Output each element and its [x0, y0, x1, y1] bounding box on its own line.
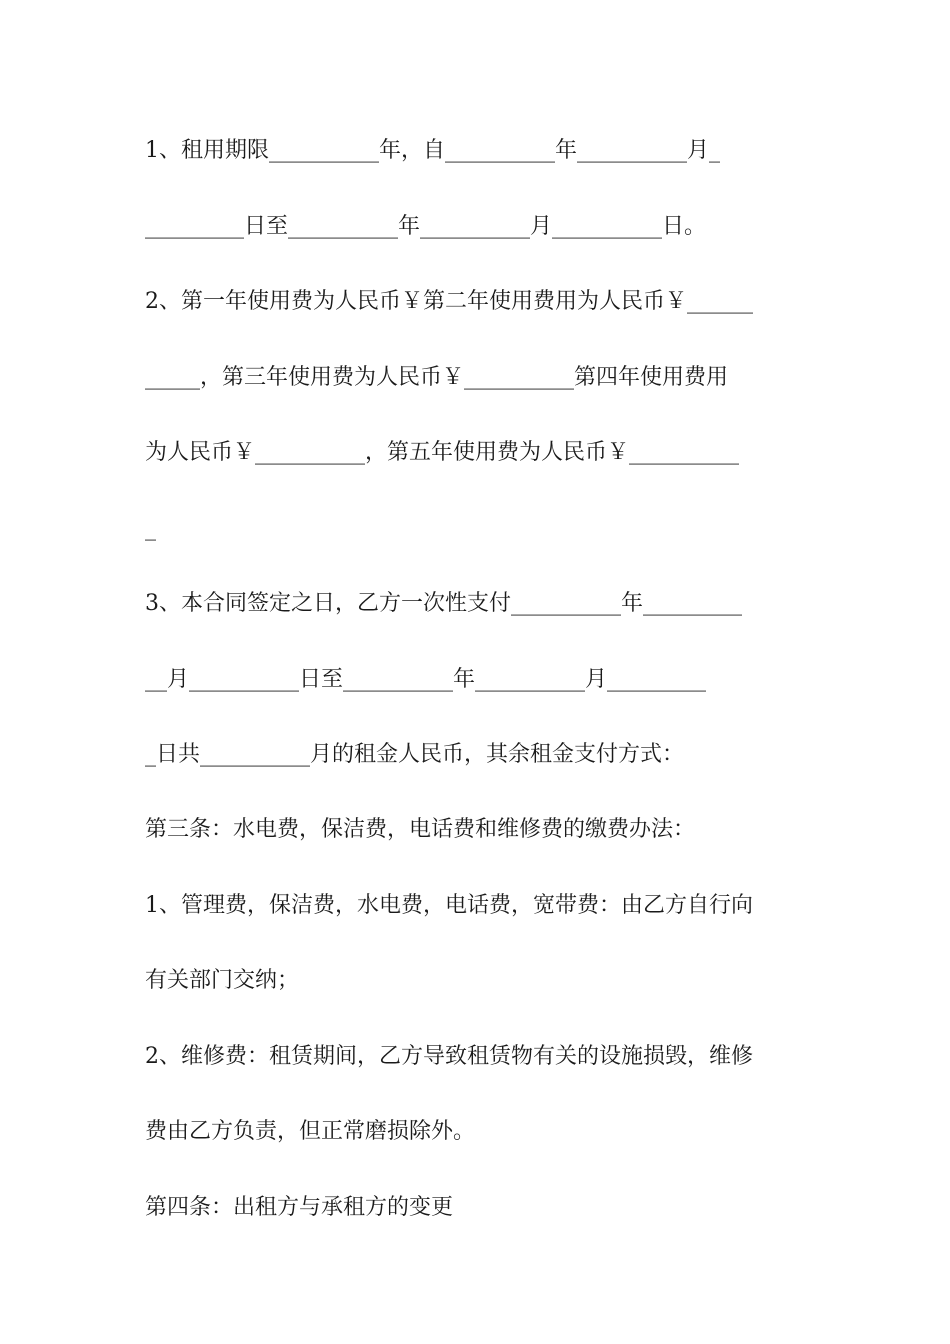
text-line-payment-method: _日共__________月的租金人民币，其余租金支付方式：: [145, 742, 685, 767]
text-line-fee-year-1-2: 2、第一年使用费为人民币￥第二年使用费用为人民币￥______: [145, 289, 753, 314]
text-line-maintenance-fees: 2、维修费：租赁期间，乙方导致租赁物有关的设施损毁，维修: [145, 1044, 753, 1069]
heading-article-3: 第三条：水电费，保洁费，电话费和维修费的缴费办法：: [145, 817, 696, 842]
text-line-fee-year-3-4: _____，第三年使用费为人民币￥__________第四年使用费用: [145, 365, 729, 390]
text-line-management-fees: 1、管理费，保洁费，水电费，电话费，宽带费：由乙方自行向: [145, 893, 753, 918]
text-line-fee-blank: _: [145, 516, 156, 541]
heading-article-4: 第四条：出租方与承租方的变更: [145, 1195, 454, 1220]
text-line-lease-term-end: _________日至__________年__________月__________日。: [145, 214, 707, 239]
text-line-payment-period: __月__________日至__________年__________月_________: [145, 667, 707, 692]
text-line-maintenance-fees-cont: 费由乙方负责，但正常磨损除外。: [145, 1119, 476, 1144]
text-line-management-fees-cont: 有关部门交纳；: [145, 968, 300, 993]
text-line-fee-year-4-5: 为人民币￥__________，第五年使用费为人民币￥__________: [145, 440, 740, 465]
text-line-payment-signing: 3、本合同签定之日，乙方一次性支付__________年_________: [145, 591, 742, 616]
text-line-lease-term: 1、租用期限__________年，自__________年__________月_: [145, 138, 720, 163]
